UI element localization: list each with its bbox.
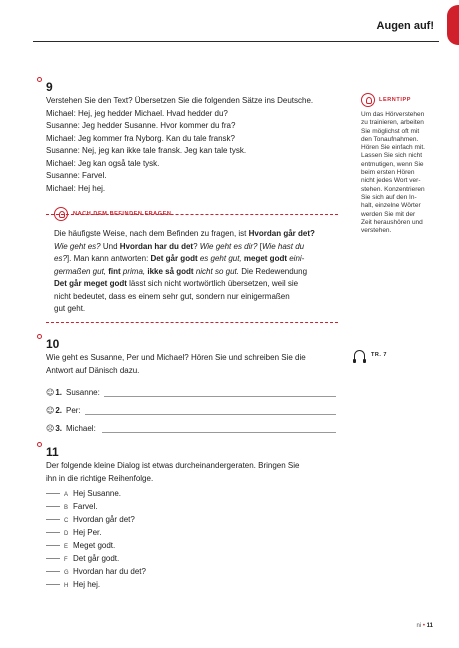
dialog-line: Michael: Hej hej.: [46, 183, 106, 193]
tip-line: Sie möglichst oft mit: [361, 127, 420, 135]
answer-row-2: [46, 406, 81, 415]
answer-row-1: [46, 388, 100, 397]
page-title: Augen auf!: [376, 20, 434, 32]
order-item: A Hej Susanne.: [46, 489, 121, 498]
exercise-marker-icon: [37, 77, 42, 82]
tip-box-label: NACH DEM BEFINDEN FRAGEN: [73, 211, 172, 217]
order-item: F Det går godt.: [46, 554, 119, 563]
tip-text-line: Die häufigste Weise, nach dem Befinden zu fragen, ist Hvordan går det?: [54, 229, 315, 238]
tip-text-line: Wie geht es? Und Hvordan har du det? Wie geht es dir? [Wie hast du: [54, 241, 305, 251]
instruction-line: Wie geht es Susanne, Per und Michael? Hören Sie und schreiben Sie die: [46, 353, 306, 362]
answer-name: Susanne:: [66, 388, 100, 397]
audio-track[interactable]: [354, 350, 387, 360]
order-blank[interactable]: [46, 493, 60, 494]
answer-row-3: [46, 424, 96, 433]
tip-box-bottom-rule: [46, 322, 338, 323]
happy-face-icon: ☺: [46, 406, 55, 415]
tip-text-line: germaßen gut, fint prima, ikke så godt nicht so gut. Die Redewendung: [54, 266, 308, 276]
order-blank[interactable]: [46, 584, 60, 585]
track-label: TR. 7: [371, 352, 387, 358]
instruction-line: Der folgende kleine Dialog ist etwas durcheinandergeraten. Bringen Sie: [46, 461, 300, 470]
answer-input-line[interactable]: [104, 396, 336, 397]
answer-number: 3.: [55, 424, 63, 433]
order-item: B Farvel.: [46, 502, 97, 511]
exercise-marker-icon: [37, 442, 42, 447]
order-item: G Hvordan har du det?: [46, 567, 146, 576]
page-separator: •: [422, 623, 425, 629]
lightbulb-icon: [361, 93, 375, 107]
page-footer: [417, 623, 433, 629]
tip-line: entmutigen, wenn Sie: [361, 160, 424, 168]
order-item: E Meget godt.: [46, 541, 115, 550]
order-item: H Hej hej.: [46, 580, 100, 589]
instruction-line: Antwort auf Dänisch dazu.: [46, 365, 140, 375]
learning-tip-sidebar: [361, 93, 441, 235]
answer-name: Michael:: [66, 424, 96, 433]
exercise-10-number: 10: [46, 337, 60, 351]
answer-input-line[interactable]: [85, 414, 336, 415]
answer-number: 2.: [55, 406, 63, 415]
sad-face-icon: ☹: [46, 424, 55, 433]
tip-line: zu trainieren, arbeiten: [361, 119, 424, 127]
exercise-9-instruction: Verstehen Sie den Text? Übersetzen Sie die folgenden Sätze ins Deutsche.: [46, 96, 314, 105]
order-item: D Hej Per.: [46, 528, 101, 537]
dialog-line: Michael: Jeg kan også tale tysk.: [46, 158, 160, 168]
order-blank[interactable]: [46, 545, 60, 546]
headphones-icon: [354, 350, 365, 360]
order-blank[interactable]: [46, 519, 60, 520]
dialog-line: Susanne: Farvel.: [46, 171, 107, 180]
order-blank[interactable]: [46, 532, 60, 533]
tip-line: nicht jedes Wort ver-: [361, 177, 421, 185]
tip-text-line: gut geht.: [54, 304, 86, 313]
tip-line: halt, einzelne Wörter: [361, 202, 421, 210]
order-item: C Hvordan går det?: [46, 515, 135, 524]
tip-text-line: Det går meget godt lässt sich nicht wortwörtlich übersetzen, weil sie: [54, 279, 299, 288]
exercise-10-instruction: [46, 352, 346, 377]
learning-tip-text: [361, 111, 441, 235]
tip-line: Zeit heraushören und: [361, 218, 423, 226]
chapter-tab: [447, 5, 459, 45]
tip-line: stehen. Konzentrieren: [361, 185, 425, 193]
tip-line: den Tonaufnahmen.: [361, 135, 419, 143]
tip-text-line: es?]. Man kann antworten: Det går godt es geht gut, meget godt eini-: [54, 254, 305, 263]
order-blank[interactable]: [46, 506, 60, 507]
exercise-9-number: 9: [46, 80, 53, 94]
exercise-11-number: 11: [46, 445, 59, 459]
page-number: 11: [426, 623, 433, 629]
lightbulb-icon: [54, 207, 68, 221]
dialog-line: Susanne: Jeg hedder Susanne. Hvor kommer du fra?: [46, 121, 236, 130]
tip-line: beim ersten Hören: [361, 169, 415, 177]
answer-number: 1.: [55, 388, 63, 397]
dialog-line: Susanne: Nej, jeg kan ikke tale fransk. Jeg kan tale tysk.: [46, 146, 247, 155]
happy-face-icon: ☺: [46, 388, 55, 397]
instruction-line: ihn in die richtige Reihenfolge.: [46, 473, 154, 483]
tip-box-text: [54, 228, 340, 316]
exercise-11-instruction: [46, 460, 346, 485]
tip-text-line: nicht bedeutet, dass es einem sehr gut, sondern nur einigermaßen: [54, 291, 290, 301]
learning-tip-label: LERNTIPP: [379, 97, 411, 103]
dialog-line: Michael: Hej, jeg hedder Michael. Hvad hedder du?: [46, 108, 228, 118]
tip-line: Um das Hörverstehen: [361, 111, 425, 118]
exercise-marker-icon: [37, 334, 42, 339]
order-blank[interactable]: [46, 571, 60, 572]
answer-input-line[interactable]: [102, 432, 336, 433]
dialog-line: Michael: Jeg kommer fra Nyborg. Kan du tale fransk?: [46, 133, 235, 143]
tip-line: Sie sich auf den In-: [361, 193, 417, 201]
order-blank[interactable]: [46, 558, 60, 559]
tip-line: Hören Sie einfach mit.: [361, 144, 425, 152]
learning-tip-header: [361, 93, 441, 107]
tip-box-header: [54, 207, 171, 221]
header-rule: [33, 41, 439, 42]
page-prefix: ni: [416, 623, 422, 629]
tip-line: Lassen Sie sich nicht: [361, 152, 423, 160]
tip-line: werden Sie mit der: [361, 210, 416, 218]
exercise-9-body: [46, 95, 346, 195]
answer-name: Per:: [66, 406, 81, 415]
tip-line: verstehen.: [361, 227, 392, 235]
